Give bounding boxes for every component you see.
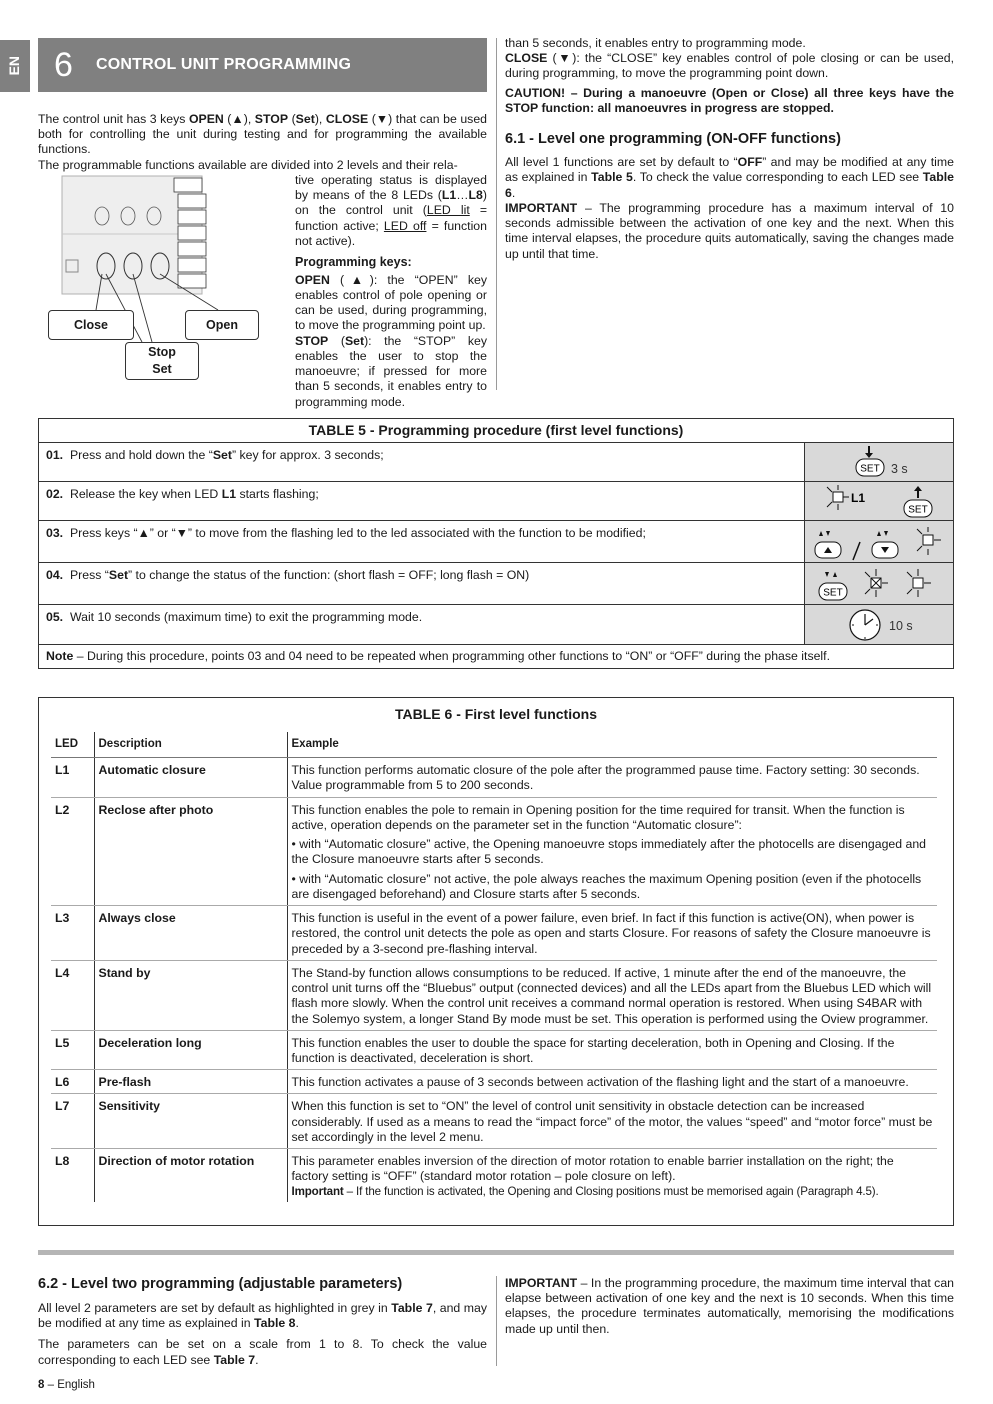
chapter-number: 6 <box>54 45 73 84</box>
stop-key-continued: than 5 seconds, it enables entry to programming mode. <box>505 36 806 50</box>
svg-text:SET: SET <box>823 587 843 598</box>
svg-text:3 s: 3 s <box>891 462 908 476</box>
table-row: L4 Stand by The Stand-by function allows consumptions to be reduced. If active, 1 minute after the end of the manoeuvre, the control unit turns off the “Bluebus” output (connected devices) and all the LEDs apart from the Bluebus LED which will flash more slowly. When the control unit receives a command normal operation is restored. When using S4BAR with the Solemyo system, a longer Stand By mode must be set. This operation is performed using the Oview programmer. <box>51 960 937 1030</box>
table-6-grid <box>51 732 937 1202</box>
step-01: 01. Press and hold down the “Set” key for approx. 3 seconds; <box>39 443 805 482</box>
section-6-2-important: IMPORTANT – In the programming procedure, the maximum time interval that can elapse between activation of one key and the next is 10 seconds. When this time elapses, the procedure terminates automatically, memorising the modifications made up until then. <box>505 1276 954 1336</box>
right-column-top <box>505 36 954 262</box>
svg-text:SET: SET <box>908 504 928 516</box>
table-row <box>39 605 954 645</box>
step-05-icon <box>805 605 954 645</box>
svg-text:L1: L1 <box>851 491 866 505</box>
close-key-text: CLOSE (▼): the “CLOSE” key enables control of pole closing or can be used, during programming, to move the programming point down. <box>505 51 954 81</box>
led-short-flash-icon <box>907 569 931 597</box>
caution-text: CAUTION! – During a manoeuvre (Open or Close) all three keys have the STOP function: all manoeuvres in progress are stopped. <box>505 85 954 115</box>
column-divider <box>496 1276 497 1366</box>
callout-open: Open <box>185 310 259 340</box>
table-row <box>39 443 954 482</box>
col-header-led: LED <box>51 732 94 758</box>
callout-stop-set: Stop Set <box>125 342 199 380</box>
table-5 <box>38 418 954 669</box>
down-up-arrows-icon <box>825 572 837 577</box>
chapter-header <box>38 38 487 92</box>
up-down-arrows-icon <box>819 531 888 536</box>
page-number: 8 <box>38 1379 45 1391</box>
table-row: L3 Always close This function is useful in the event of a power failure, even brief. In fact if this function is active(ON), when power is restored, the control unit detects the pole as open and starts Closure. For reasons of safety the Closure manoeuvre is preceded by a 3-second pre-flashing interval. <box>51 906 937 961</box>
callout-close: Close <box>48 310 134 340</box>
led-long-flash-icon <box>865 569 888 597</box>
step-01-icon <box>805 443 954 482</box>
step-03: 03. Press keys “▲” or “▼” to move from the flashing led to the led associated with the function to be modified; <box>39 521 805 563</box>
step-02: 02. Release the key when LED L1 starts flashing; <box>39 482 805 521</box>
language-tab <box>0 40 30 92</box>
table-header-row <box>51 732 937 758</box>
intro-paragraph-2-first: The programmable functions available are divided into 2 levels and their rela- <box>38 158 458 172</box>
keys-heading: Programming keys: <box>295 255 412 270</box>
arrow-down-icon <box>865 446 873 458</box>
table-5-note: Note – During this procedure, points 03 and 04 need to be repeated when programming other functions to “ON” or “OFF” during the phase itself. <box>39 645 954 669</box>
footer-language: – English <box>44 1379 95 1391</box>
open-key-text: OPEN (▲): the “OPEN” key enables control of pole opening or can be used, during programming, to move the programming point up. <box>295 272 487 333</box>
flashing-led-icon <box>917 527 941 555</box>
table-row: L7 Sensitivity When this function is set to “ON” the level of control unit sensitivity in obstacle detection can be increased considerably. If used as a means to read the “impact force” of the motor, the values “speed” and “motor force” must be set accordingly in the level 2 menu. <box>51 1094 937 1149</box>
section-divider <box>38 1250 954 1255</box>
chapter-title: CONTROL UNIT PROGRAMMING <box>96 56 352 74</box>
intro-paragraph-1: The control unit has 3 keys OPEN (▲), STOP (Set), CLOSE (▼) that can be used both for controlling the unit during testing and for programming the available functions. <box>38 112 487 157</box>
stop-key-text: STOP (Set): the “STOP” key enables the user to stop the manoeuvre; if pressed for more than 5 seconds, it enables entry to programming mode. <box>295 333 487 409</box>
step-04: 04. Press “Set” to change the status of the function: (short flash = OFF; long flash = ON) <box>39 563 805 605</box>
clock-icon <box>850 610 880 640</box>
column-divider <box>496 38 497 390</box>
flashing-led-icon <box>827 485 849 510</box>
table-row <box>39 482 954 521</box>
col-header-description: Description <box>94 732 287 758</box>
table-6-title: TABLE 6 - First level functions <box>395 706 597 722</box>
table-row: L5 Deceleration long This function enables the user to double the space for starting deceleration, both in Opening and Closing. If the function is deactivated, deceleration is short. <box>51 1030 937 1069</box>
section-6-1-important: IMPORTANT – The programming procedure has a maximum interval of 10 seconds admissible between the activation of one key and the next. When this time interval elapses, the procedure quits automatically, saving the changes made up until that time. <box>505 200 954 261</box>
intro-text <box>38 112 487 158</box>
step-03-icon <box>805 521 954 563</box>
intro-paragraph-2: tive operating status is displayed by means of the 8 LEDs (L1…L8) on the control unit (LED lit = function active; LED off = function not active). Programming keys: OPEN (▲): the “OPEN” key enables control of pole opening or can be used, during programming, to move the programming point up. STOP (Set): the “STOP” key enables the user to stop the manoeuvre; if pressed for more than 5 seconds, it enables entry to programming mode. <box>295 173 487 409</box>
svg-text:SET: SET <box>860 463 880 475</box>
table-5-title: TABLE 5 - Programming procedure (first level functions) <box>39 419 954 443</box>
table-row: L6 Pre-flash This function activates a pause of 3 seconds between activation of the flashing light and the start of a manoeuvre. <box>51 1070 937 1094</box>
section-6-2-paragraph-2: The parameters can be set on a scale from 1 to 8. To check the value corresponding to each LED see Table 7. <box>38 1337 487 1367</box>
table-row <box>39 563 954 605</box>
arrow-up-icon <box>914 486 922 498</box>
col-header-example: Example <box>287 732 937 758</box>
section-6-1-title: 6.1 - Level one programming (ON-OFF functions) <box>505 131 841 148</box>
language-code: EN <box>6 56 23 76</box>
step-02-icon <box>805 482 954 521</box>
table-row <box>39 521 954 563</box>
section-6-1-paragraph: All level 1 functions are set by default to “OFF” and may be modified at any time as explained in Table 5. To check the value corresponding to each LED see Table 6. <box>505 155 954 200</box>
step-04-icon <box>805 563 954 605</box>
step-05: 05. Wait 10 seconds (maximum time) to exit the programming mode. <box>39 605 805 645</box>
table-row: L1 Automatic closure This function performs automatic closure of the pole after the programmed pause time. Factory setting: 30 seconds. Value programmable from 5 to 200 seconds. <box>51 758 937 797</box>
control-unit-diagram <box>38 174 288 384</box>
table-6 <box>38 697 954 1226</box>
section-6-2-title: 6.2 - Level two programming (adjustable parameters) <box>38 1276 403 1292</box>
page-footer <box>38 1378 95 1392</box>
table-row: L8 Direction of motor rotation This parameter enables inversion of the direction of motor rotation to enable barrier installation on the right; the factory setting is “OFF” (standard motor rotation – pole closure on left). Important – If the function is activated, the Opening and Closing positions must be memorised again (Paragraph 4.5). <box>51 1149 937 1202</box>
table-row: L2 Reclose after photo This function enables the pole to remain in Opening position for the time required for transit. When the function is active, operation depends on the parameter set in the function “Automatic closure”: • with “Automatic closure” active, the Opening manoeuvre stops immediately after the photocells are disengaged and the Closure manoeuvre starts after 5 seconds. • with “Automatic closure” not active, the pole always reaches the maximum Opening position (even if the photocells are disengaged beforehand) and Closure starts after 5 seconds. <box>51 797 937 905</box>
section-6-2 <box>38 1276 487 1368</box>
svg-text:10 s: 10 s <box>889 618 913 633</box>
section-6-2-paragraph-1: All level 2 parameters are set by default as highlighted in grey in Table 7, and may be modified at any time as explained in Table 8. <box>38 1300 487 1331</box>
